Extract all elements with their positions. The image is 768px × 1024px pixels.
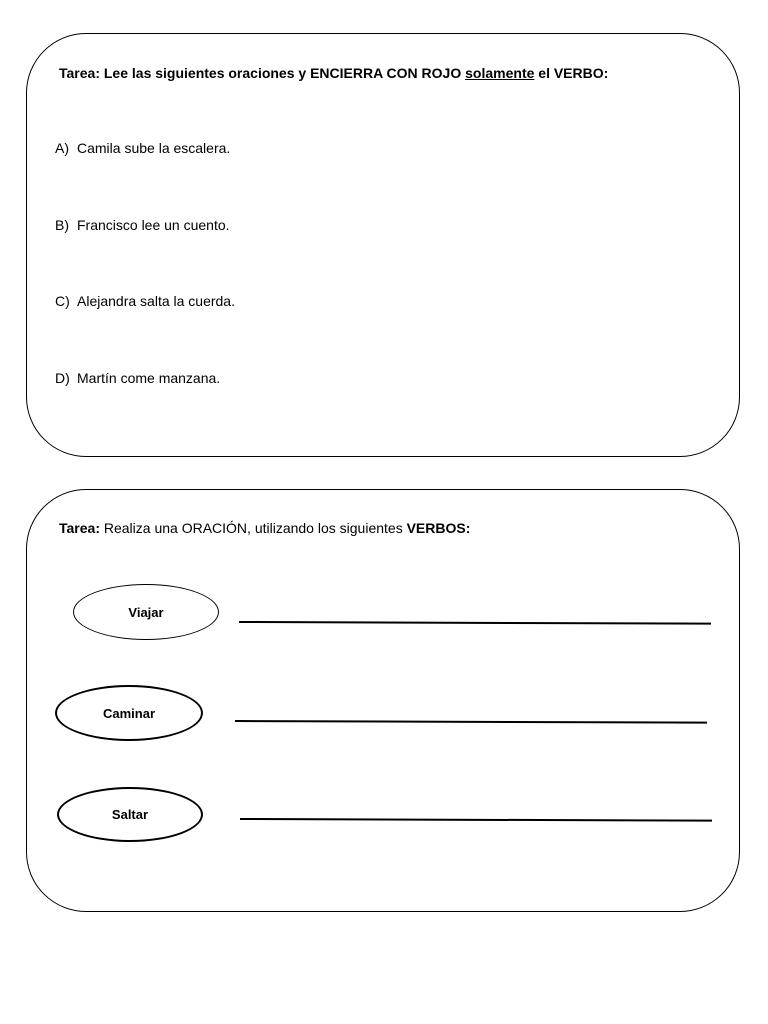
answer-line-2[interactable] bbox=[235, 720, 707, 724]
verb-label: Saltar bbox=[111, 807, 149, 822]
verb-oval-saltar bbox=[57, 787, 203, 842]
sentence-text: Martín come manzana. bbox=[77, 370, 221, 386]
sentence-letter: D) bbox=[55, 370, 70, 386]
task-1-title bbox=[59, 65, 608, 81]
sentence-c bbox=[55, 293, 235, 309]
sentence-text: Camila sube la escalera. bbox=[77, 140, 231, 156]
verb-oval-viajar bbox=[73, 584, 219, 640]
task-1-label: Tarea: bbox=[59, 65, 100, 81]
sentence-text: Alejandra salta la cuerda. bbox=[77, 293, 235, 309]
task-2-title bbox=[59, 520, 470, 536]
verb-label: Viajar bbox=[128, 604, 164, 620]
sentence-letter: A) bbox=[55, 140, 69, 156]
sentence-d bbox=[55, 370, 220, 386]
answer-line-1[interactable] bbox=[239, 621, 711, 625]
task-1-instruction-end: el VERBO: bbox=[538, 65, 609, 81]
answer-line-3[interactable] bbox=[240, 818, 712, 822]
verb-oval-caminar bbox=[55, 685, 203, 741]
sentence-letter: C) bbox=[55, 293, 70, 309]
task-2-instruction: Realiza una ORACIÓN, utilizando los siguientes bbox=[103, 520, 403, 536]
verb-label: Caminar bbox=[102, 705, 156, 721]
task-1-instruction-underlined: solamente bbox=[465, 65, 535, 81]
task-2-box bbox=[26, 489, 740, 912]
sentence-b bbox=[55, 217, 230, 233]
task-2-label: Tarea: bbox=[59, 520, 100, 536]
sentence-letter: B) bbox=[55, 217, 69, 233]
task-1-instruction: Lee las siguientes oraciones y ENCIERRA CON ROJO bbox=[103, 65, 462, 81]
task-1-box bbox=[26, 33, 740, 457]
sentence-text: Francisco lee un cuento. bbox=[77, 217, 230, 233]
sentence-a bbox=[55, 140, 230, 156]
task-2-instruction-bold: VERBOS: bbox=[406, 520, 471, 536]
